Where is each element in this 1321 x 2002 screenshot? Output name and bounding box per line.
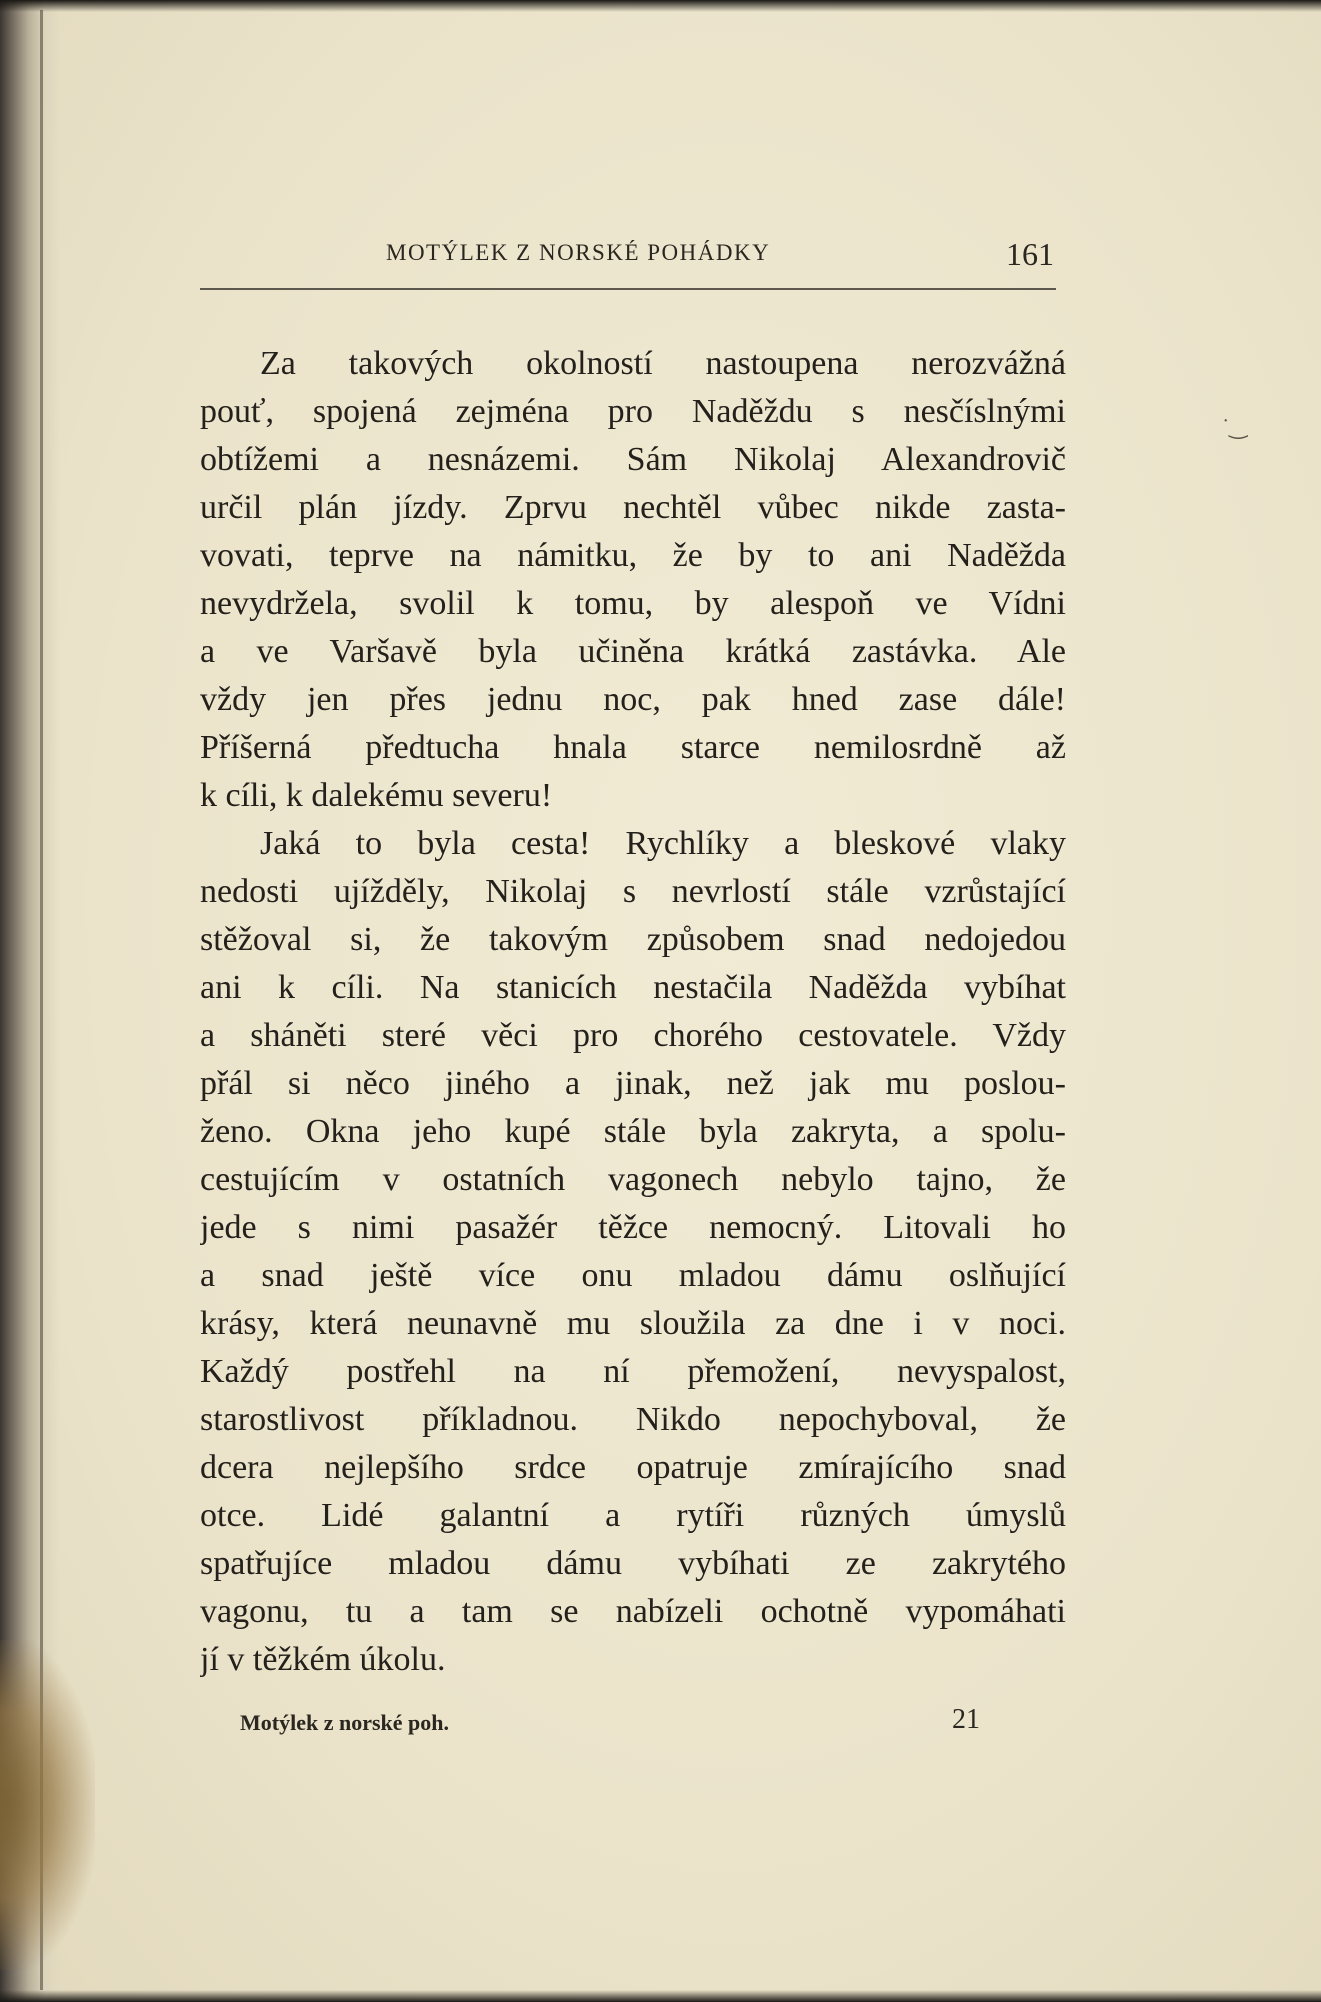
paragraph-1 (200, 340, 1066, 820)
text-line: nedosti ujížděly, Nikolaj s nevrlostí stále vzrůstající (200, 873, 1066, 910)
page-footer (200, 1704, 1066, 1744)
margin-mark-icon: ˙‿ (1222, 414, 1248, 439)
paragraph-2 (200, 820, 1066, 1684)
text-line: určil plán jízdy. Zprvu nechtěl vůbec nikde zasta- (200, 489, 1066, 526)
text-line: nevydržela, svolil k tomu, by alespoň ve Vídni (200, 585, 1066, 622)
text-line: Příšerná předtucha hnala starce nemilosrdně až (200, 729, 1066, 766)
text-line: jí v těžkém úkolu. (200, 1641, 446, 1678)
text-line: otce. Lidé galantní a rytíři různých úmyslů (200, 1497, 1066, 1534)
text-line: Každý postřehl na ní přemožení, nevyspalost, (200, 1353, 1066, 1390)
bottom-edge-shadow (0, 1990, 1321, 2002)
text-line: stěžoval si, že takovým způsobem snad nedojedou (200, 921, 1066, 958)
header-rule (200, 288, 1056, 290)
page-stain (0, 1640, 95, 1970)
text-line: dcera nejlepšího srdce opatruje zmírajícího snad (200, 1449, 1066, 1486)
text-line: starostlivost příkladnou. Nikdo nepochyboval, že (200, 1401, 1066, 1438)
text-line: a snad ještě více onu mladou dámu oslňující (200, 1257, 1066, 1294)
text-line: jede s nimi pasažér těžce nemocný. Litovali ho (200, 1209, 1066, 1246)
text-line: přál si něco jiného a jinak, než jak mu poslou- (200, 1065, 1066, 1102)
text-line: vagonu, tu a tam se nabízeli ochotně vypomáhati (200, 1593, 1066, 1630)
text-line: pouť, spojená zejména pro Naděždu s nesčíslnými (200, 393, 1066, 430)
running-title: MOTÝLEK Z NORSKÉ POHÁDKY (386, 240, 771, 265)
text-line: ani k cíli. Na stanicích nestačila Naděžda vybíhat (200, 969, 1066, 1006)
signature-mark: Motýlek z norské poh. (240, 1710, 449, 1735)
text-line: Za takových okolností nastoupena nerozvážná (260, 345, 1066, 382)
text-line: Jaká to byla cesta! Rychlíky a bleskové vlaky (260, 825, 1066, 862)
signature-number: 21 (952, 1704, 980, 1735)
text-line: ženo. Okna jeho kupé stále byla zakryta, a spolu- (200, 1113, 1066, 1150)
top-edge-shadow (0, 0, 1321, 12)
text-line: vovati, teprve na námitku, že by to ani Naděžda (200, 537, 1066, 574)
text-line: obtížemi a nesnázemi. Sám Nikolaj Alexandrovič (200, 441, 1066, 478)
text-line: a sháněti steré věci pro chorého cestovatele. Vždy (200, 1017, 1066, 1054)
text-line: cestujícím v ostatních vagonech nebylo tajno, že (200, 1161, 1066, 1198)
body-text (200, 340, 1066, 1684)
text-line: k cíli, k dalekému severu! (200, 777, 553, 814)
page-header (200, 236, 1066, 276)
text-line: krásy, která neunavně mu sloužila za dne i v noci. (200, 1305, 1066, 1342)
text-line: vždy jen přes jednu noc, pak hned zase dále! (200, 681, 1066, 718)
page-number: 161 (1006, 236, 1054, 272)
text-line: spatřujíce mladou dámu vybíhati ze zakrytého (200, 1545, 1066, 1582)
text-line: a ve Varšavě byla učiněna krátká zastávka. Ale (200, 633, 1066, 670)
